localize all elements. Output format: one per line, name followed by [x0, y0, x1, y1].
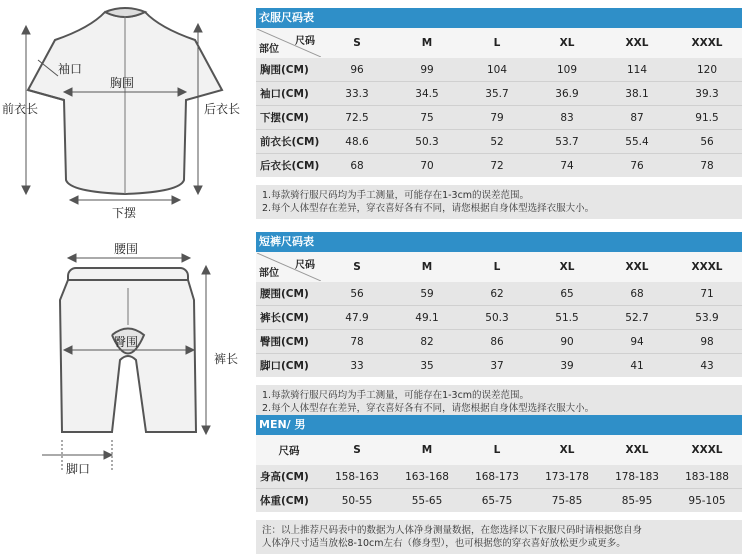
size-header-label: 尺码 — [256, 435, 322, 465]
table-row — [256, 130, 742, 154]
table-cell: 96 — [322, 58, 392, 82]
label-back-length: 后衣长 — [204, 102, 241, 116]
table-cell: 173-178 — [532, 465, 602, 489]
label-leg-opening: 脚口 — [66, 462, 91, 476]
table-cell: 90 — [532, 330, 602, 354]
table-cell: 95-105 — [672, 489, 742, 513]
table-row — [256, 282, 742, 306]
table-cell: 74 — [532, 154, 602, 178]
table-cell: 34.5 — [392, 82, 462, 106]
table-cell: 56 — [322, 282, 392, 306]
table-cell: 83 — [532, 106, 602, 130]
size-header: S — [322, 435, 392, 465]
table-row — [256, 154, 742, 178]
jersey-note-1: 1.每款骑行服尺码均为手工测量，可能存在1-3cm的误差范围。 — [262, 190, 530, 201]
size-header: S — [322, 28, 392, 58]
table-cell: 48.6 — [322, 130, 392, 154]
table-cell: 75 — [392, 106, 462, 130]
table-cell: 76 — [602, 154, 672, 178]
label-cuff: 袖口 — [58, 62, 83, 76]
jersey-note-2: 2.每个人体型存在差异，穿衣喜好各有不同，请您根据自身体型选择衣服大小。 — [262, 203, 595, 214]
size-header: L — [462, 28, 532, 58]
label-hem: 下摆 — [112, 206, 137, 220]
table-cell: 183-188 — [672, 465, 742, 489]
table-cell: 53.9 — [672, 306, 742, 330]
row-label: 臀围(CM) — [256, 330, 322, 354]
size-header: S — [322, 252, 392, 282]
table-row — [256, 465, 742, 489]
men-table-title: MEN/ 男 — [256, 415, 742, 435]
size-header: XXXL — [672, 252, 742, 282]
table-row — [256, 489, 742, 513]
shorts-table-title: 短裤尺码表 — [256, 232, 742, 252]
label-shorts-length: 裤长 — [214, 352, 239, 366]
table-cell: 53.7 — [532, 130, 602, 154]
table-cell: 70 — [392, 154, 462, 178]
men-note-1: 注：以上推荐尺码表中的数据为人体净身测量数据，在您选择以下衣服尺码时请根据您自身 — [262, 525, 643, 536]
size-header: XL — [532, 435, 602, 465]
table-cell: 47.9 — [322, 306, 392, 330]
men-size-table — [256, 435, 742, 512]
table-cell: 55.4 — [602, 130, 672, 154]
table-cell: 41 — [602, 354, 672, 378]
table-cell: 50.3 — [462, 306, 532, 330]
table-cell: 114 — [602, 58, 672, 82]
table-cell: 43 — [672, 354, 742, 378]
table-row — [256, 82, 742, 106]
size-header: XXL — [602, 28, 672, 58]
size-header: XL — [532, 28, 602, 58]
table-row — [256, 106, 742, 130]
corner-header — [256, 28, 322, 58]
table-cell: 99 — [392, 58, 462, 82]
table-cell: 35 — [392, 354, 462, 378]
table-cell: 72 — [462, 154, 532, 178]
men-note-2: 人体净尺寸适当放松8-10cm左右（修身型），也可根据您的穿衣喜好放松更少或更多。 — [262, 538, 626, 549]
row-label: 身高(CM) — [256, 465, 322, 489]
label-chest: 胸围 — [110, 76, 135, 90]
table-cell: 33.3 — [322, 82, 392, 106]
table-cell: 68 — [322, 154, 392, 178]
table-cell: 78 — [672, 154, 742, 178]
table-cell: 94 — [602, 330, 672, 354]
table-row — [256, 58, 742, 82]
corner-header — [256, 252, 322, 282]
table-cell: 86 — [462, 330, 532, 354]
size-header: XXXL — [672, 28, 742, 58]
table-cell: 82 — [392, 330, 462, 354]
men-size-section — [256, 415, 742, 554]
table-cell: 168-173 — [462, 465, 532, 489]
table-cell: 56 — [672, 130, 742, 154]
size-header: M — [392, 252, 462, 282]
table-cell: 49.1 — [392, 306, 462, 330]
row-label: 下摆(CM) — [256, 106, 322, 130]
shorts-size-table — [256, 252, 742, 377]
table-cell: 39 — [532, 354, 602, 378]
table-cell: 39.3 — [672, 82, 742, 106]
table-cell: 75-85 — [532, 489, 602, 513]
corner-part-label: 部位 — [259, 44, 279, 55]
table-cell: 91.5 — [672, 106, 742, 130]
table-cell: 178-183 — [602, 465, 672, 489]
table-row — [256, 330, 742, 354]
table-cell: 98 — [672, 330, 742, 354]
table-cell: 55-65 — [392, 489, 462, 513]
size-header: XL — [532, 252, 602, 282]
table-cell: 35.7 — [462, 82, 532, 106]
table-cell: 50.3 — [392, 130, 462, 154]
table-cell: 59 — [392, 282, 462, 306]
table-cell: 79 — [462, 106, 532, 130]
shorts-note-2: 2.每个人体型存在差异，穿衣喜好各有不同，请您根据自身体型选择衣服大小。 — [262, 403, 595, 414]
jersey-drawing — [28, 8, 222, 194]
label-waist: 腰围 — [114, 242, 139, 256]
table-cell: 78 — [322, 330, 392, 354]
row-label: 后衣长(CM) — [256, 154, 322, 178]
table-cell: 37 — [462, 354, 532, 378]
size-header: L — [462, 252, 532, 282]
table-cell: 36.9 — [532, 82, 602, 106]
table-cell: 120 — [672, 58, 742, 82]
table-cell: 68 — [602, 282, 672, 306]
table-row — [256, 354, 742, 378]
label-front-length: 前衣长 — [2, 102, 39, 116]
size-header: L — [462, 435, 532, 465]
size-header: XXL — [602, 435, 672, 465]
row-label: 体重(CM) — [256, 489, 322, 513]
jersey-size-section — [256, 8, 742, 219]
table-cell: 65 — [532, 282, 602, 306]
shorts-notes — [256, 385, 742, 419]
row-label: 袖口(CM) — [256, 82, 322, 106]
table-cell: 71 — [672, 282, 742, 306]
corner-size-label: 尺码 — [295, 260, 315, 271]
row-label: 脚口(CM) — [256, 354, 322, 378]
size-header: M — [392, 28, 462, 58]
jersey-size-table — [256, 28, 742, 177]
table-cell: 33 — [322, 354, 392, 378]
table-cell: 158-163 — [322, 465, 392, 489]
shorts-size-section — [256, 232, 742, 419]
table-row — [256, 306, 742, 330]
table-cell: 104 — [462, 58, 532, 82]
shorts-note-1: 1.每款骑行服尺码均为手工测量，可能存在1-3cm的误差范围。 — [262, 390, 530, 401]
jersey-table-title: 衣服尺码表 — [256, 8, 742, 28]
size-header: XXXL — [672, 435, 742, 465]
table-cell: 52.7 — [602, 306, 672, 330]
men-notes — [256, 520, 742, 554]
row-label: 前衣长(CM) — [256, 130, 322, 154]
table-cell: 38.1 — [602, 82, 672, 106]
table-cell: 72.5 — [322, 106, 392, 130]
table-cell: 51.5 — [532, 306, 602, 330]
table-cell: 62 — [462, 282, 532, 306]
table-cell: 52 — [462, 130, 532, 154]
row-label: 裤长(CM) — [256, 306, 322, 330]
jersey-notes — [256, 185, 742, 219]
table-cell: 50-55 — [322, 489, 392, 513]
table-cell: 87 — [602, 106, 672, 130]
size-header: M — [392, 435, 462, 465]
corner-size-label: 尺码 — [295, 36, 315, 47]
table-cell: 85-95 — [602, 489, 672, 513]
label-hip: 臀围 — [114, 335, 139, 349]
size-header: XXL — [602, 252, 672, 282]
row-label: 胸围(CM) — [256, 58, 322, 82]
corner-part-label: 部位 — [259, 268, 279, 279]
row-label: 腰围(CM) — [256, 282, 322, 306]
table-cell: 109 — [532, 58, 602, 82]
table-cell: 65-75 — [462, 489, 532, 513]
table-cell: 163-168 — [392, 465, 462, 489]
